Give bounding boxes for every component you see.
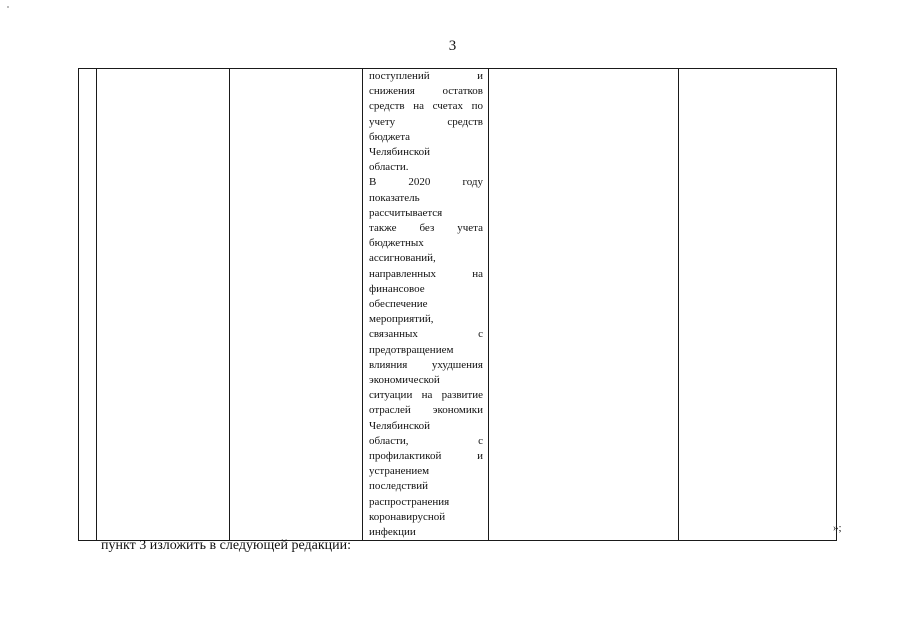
cell-text-line: распространения [369,495,450,508]
cell-text-line: коронавирусной [369,510,446,523]
cell-text-line: учету средств [369,115,483,128]
table-cell-col5 [489,69,679,541]
cell-text-line: связанных с [369,328,483,341]
cell-text-line: экономической [369,374,440,387]
cell-text-line: Челябинской [369,419,431,432]
cell-text-line: области, с [369,434,483,447]
cell-text-line: обеспечение [369,298,428,311]
cell-text-line: рассчитывается [369,206,443,219]
cell-text-line: предотвращением [369,343,454,356]
cell-text-line: поступлений и [369,70,483,82]
table-cell-indicator-description [363,69,489,541]
cell-text-line: устранением [369,465,430,478]
cell-text-line: профилактикой и [369,450,483,463]
instruction-text: пункт 3 изложить в следующей редакции: [101,538,351,553]
table-cell-col2 [97,69,230,541]
page-number: 3 [448,38,457,54]
cell-text-line: последствий [369,480,429,493]
cell-text-line: влияния ухудшения [369,358,483,371]
cell-text-line: ситуации на развитие [369,389,483,402]
cell-text-line: ассигнований, [369,252,436,265]
cell-text-line: бюджетных [369,237,424,250]
cell-text-line: В 2020 году [369,176,483,189]
cell-text-line: финансовое [369,282,425,295]
cell-text-line: бюджета [369,130,411,143]
table-cell-col3 [230,69,363,541]
cell-text-line: Челябинской [369,146,431,159]
cell-text-line: отраслей экономики [369,404,483,417]
cell-text-line: средств на счетах по [369,100,483,113]
closing-quote-mark: »; [833,522,842,534]
cell-text-line: мероприятий, [369,313,434,326]
table-row [79,69,837,541]
cell-text-line: инфекции [369,526,416,539]
table-cell-col1 [79,69,97,541]
scan-speck [7,6,9,8]
cell-text-line: направленных на [369,267,483,280]
cell-text-line: также без учета [369,222,483,235]
cell-text-line: показатель [369,191,420,204]
table-cell-col6 [679,69,837,541]
document-table [78,68,837,541]
cell-text-line: области. [369,161,409,174]
cell-text-line: снижения остатков [369,85,483,98]
cell-text [363,69,488,540]
